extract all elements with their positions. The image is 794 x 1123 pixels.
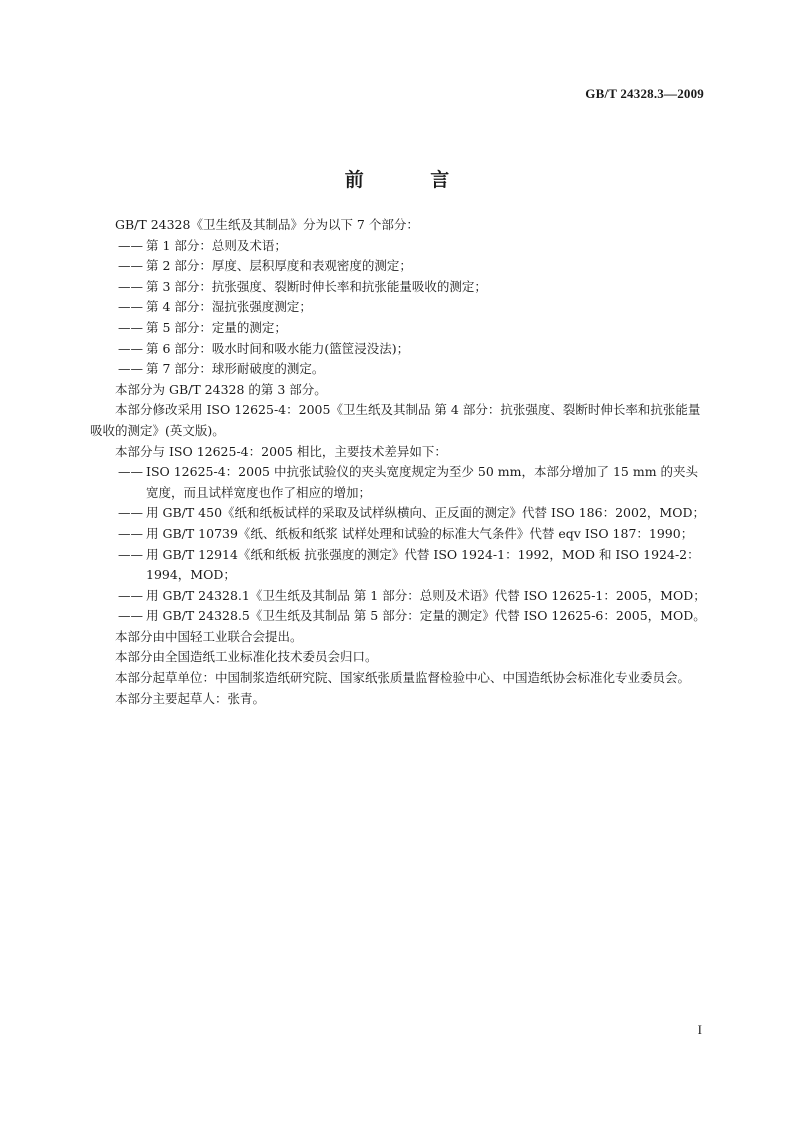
dash-marker: —— [118,361,143,377]
page-number: I [697,1022,702,1037]
dash-marker: —— [118,278,143,294]
dash-marker: —— [118,237,143,253]
paragraph-part-statement: 本部分为 GB/T 24328 的第 3 部分。 [115,381,327,397]
list-item-part-3: —— 第 3 部分：抗张强度、裂断时伸长率和抗张能量吸收的测定； [90,277,707,298]
dash-marker: —— [118,608,143,624]
list-item-difference-3: —— 用 GB/T 10739《纸、纸板和纸浆 试样处理和试验的标准大气条件》代替 eqv ISO 187：1990； [90,524,707,545]
list-item-difference-4: —— 用 GB/T 12914《纸和纸板 抗张强度的测定》代替 ISO 1924-1：1992，MOD 和 ISO 1924-2：1994，MOD； [118,546,700,583]
list-item-part-1: —— 第 1 部分：总则及术语； [90,236,707,257]
list-item-difference-6: —— 用 GB/T 24328.5《卫生纸及其制品 第 5 部分：定量的测定》代替 ISO 12625-6：2005，MOD。 [90,606,707,627]
paragraph-intro: GB/T 24328《卫生纸及其制品》分为以下 7 个部分： [115,217,419,232]
dash-marker: —— [118,258,143,274]
dash-marker: —— [118,546,143,562]
list-item-part-2: —— 第 2 部分：厚度、层积厚度和表观密度的测定； [90,256,707,277]
paragraph-adoption: 本部分修改采用 ISO 12625-4：2005《卫生纸及其制品 第 4 部分：抗张强度、裂断时伸长率和抗张能量吸收的测定》(英文版)。 [90,402,701,438]
paragraph-proposer: 本部分由中国轻工业联合会提出。 [115,628,303,644]
paragraph-drafting-units: 本部分起草单位：中国制浆造纸研究院、国家纸张质量监督检验中心、中国造纸协会标准化专业委员会。 [115,670,691,686]
list-item-part-7: —— 第 7 部分：球形耐破度的测定。 [90,359,707,380]
page-title: 前 言 [344,168,480,191]
list-item-part-6: —— 第 6 部分：吸水时间和吸水能力(篮筐浸没法)； [90,339,707,360]
foreword-body [90,215,707,709]
dash-marker: —— [118,319,143,335]
dash-marker: —— [118,525,143,541]
list-item-difference-5: —— 用 GB/T 24328.1《卫生纸及其制品 第 1 部分：总则及术语》代替 ISO 12625-1：2005，MOD； [90,586,707,607]
dash-marker: —— [118,505,143,521]
list-item-difference-2: —— 用 GB/T 450《纸和纸板试样的采取及试样纵横向、正反面的测定》代替 ISO 186：2002，MOD； [90,503,707,524]
paragraph-drafters: 本部分主要起草人：张青。 [115,690,266,706]
dash-marker: —— [118,587,143,603]
paragraph-committee: 本部分由全国造纸工业标准化技术委员会归口。 [115,649,378,665]
dash-marker: —— [118,340,143,356]
dash-marker: —— [118,299,143,315]
paragraph-differences-intro: 本部分与 ISO 12625-4：2005 相比，主要技术差异如下： [115,443,447,459]
list-item-part-5: —— 第 5 部分：定量的测定； [90,318,707,339]
list-item-part-4: —— 第 4 部分：湿抗张强度测定； [90,297,707,318]
dash-marker: —— [118,464,143,480]
list-item-difference-1: —— ISO 12625-4：2005 中抗张试验仪的夹头宽度规定为至少 50 mm，本部分增加了 15 mm 的夹头宽度，而且试样宽度也作了相应的增加； [118,464,699,500]
standard-number: GB/T 24328.3—2009 [585,86,704,101]
